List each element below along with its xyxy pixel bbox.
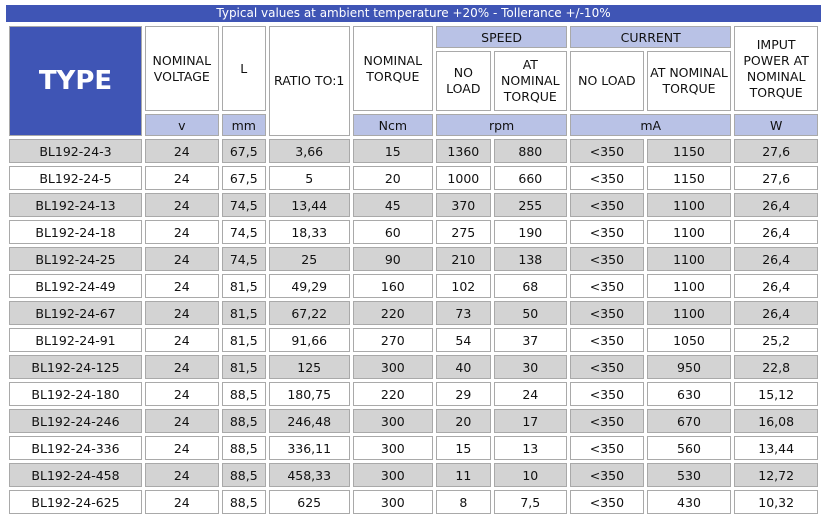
cell-ratio: 25: [269, 247, 350, 271]
cell-torque: 160: [353, 274, 434, 298]
unit-speed: rpm: [436, 114, 567, 136]
cell-voltage: 24: [145, 220, 219, 244]
cell-ratio: 3,66: [269, 139, 350, 163]
cell-length: 88,5: [222, 409, 266, 433]
cell-speed-at-torque: 138: [494, 247, 568, 271]
cell-speed-at-torque: 190: [494, 220, 568, 244]
cell-voltage: 24: [145, 301, 219, 325]
cell-power: 22,8: [734, 355, 818, 379]
cell-power: 16,08: [734, 409, 818, 433]
table-row: [9, 382, 818, 406]
cell-current-at-torque: 1100: [647, 274, 732, 298]
unit-power: W: [734, 114, 818, 136]
cell-ratio: 180,75: [269, 382, 350, 406]
cell-torque: 90: [353, 247, 434, 271]
cell-torque: 20: [353, 166, 434, 190]
cell-type: BL192-24-458: [9, 463, 142, 487]
cell-speed-at-torque: 880: [494, 139, 568, 163]
cell-speed-no-load: 15: [436, 436, 490, 460]
cell-voltage: 24: [145, 139, 219, 163]
cell-type: BL192-24-246: [9, 409, 142, 433]
table-row: [9, 355, 818, 379]
cell-ratio: 18,33: [269, 220, 350, 244]
cell-speed-at-torque: 255: [494, 193, 568, 217]
cell-speed-no-load: 275: [436, 220, 490, 244]
cell-speed-no-load: 73: [436, 301, 490, 325]
cell-type: BL192-24-5: [9, 166, 142, 190]
cell-speed-at-torque: 50: [494, 301, 568, 325]
cell-current-at-torque: 560: [647, 436, 732, 460]
cell-voltage: 24: [145, 436, 219, 460]
cell-power: 15,12: [734, 382, 818, 406]
cell-current-at-torque: 1100: [647, 193, 732, 217]
cell-voltage: 24: [145, 463, 219, 487]
cell-speed-at-torque: 30: [494, 355, 568, 379]
cell-speed-no-load: 370: [436, 193, 490, 217]
cell-current-at-torque: 1050: [647, 328, 732, 352]
cell-speed-no-load: 210: [436, 247, 490, 271]
header-length: L: [222, 26, 266, 111]
cell-current-no-load: <350: [570, 355, 644, 379]
cell-power: 26,4: [734, 193, 818, 217]
table-row: [9, 436, 818, 460]
cell-voltage: 24: [145, 274, 219, 298]
table-caption: Typical values at ambient temperature +20% - Tollerance +/-10%: [6, 5, 821, 22]
motor-spec-table: [6, 23, 821, 517]
table-row: [9, 328, 818, 352]
cell-torque: 300: [353, 490, 434, 514]
table-row: [9, 490, 818, 514]
cell-current-no-load: <350: [570, 274, 644, 298]
table-row: [9, 247, 818, 271]
header-speed-no-load: NO LOAD: [436, 51, 490, 111]
cell-current-at-torque: 670: [647, 409, 732, 433]
header-power: IMPUT POWER AT NOMINAL TORQUE: [734, 26, 818, 111]
header-current-at-torque: AT NOMINAL TORQUE: [647, 51, 732, 111]
cell-current-at-torque: 1100: [647, 301, 732, 325]
cell-ratio: 336,11: [269, 436, 350, 460]
table-row: [9, 301, 818, 325]
cell-torque: 15: [353, 139, 434, 163]
cell-torque: 220: [353, 301, 434, 325]
cell-current-no-load: <350: [570, 382, 644, 406]
cell-speed-no-load: 11: [436, 463, 490, 487]
cell-voltage: 24: [145, 247, 219, 271]
cell-current-no-load: <350: [570, 139, 644, 163]
cell-current-no-load: <350: [570, 220, 644, 244]
cell-length: 88,5: [222, 436, 266, 460]
table-row: [9, 193, 818, 217]
cell-current-at-torque: 430: [647, 490, 732, 514]
cell-voltage: 24: [145, 409, 219, 433]
cell-current-at-torque: 1100: [647, 247, 732, 271]
header-current-no-load: NO LOAD: [570, 51, 644, 111]
header-voltage: NOMINAL VOLTAGE: [145, 26, 219, 111]
cell-current-no-load: <350: [570, 328, 644, 352]
cell-voltage: 24: [145, 166, 219, 190]
cell-type: BL192-24-25: [9, 247, 142, 271]
cell-current-no-load: <350: [570, 436, 644, 460]
cell-voltage: 24: [145, 328, 219, 352]
cell-torque: 220: [353, 382, 434, 406]
cell-speed-at-torque: 7,5: [494, 490, 568, 514]
cell-ratio: 246,48: [269, 409, 350, 433]
cell-current-no-load: <350: [570, 490, 644, 514]
cell-speed-at-torque: 10: [494, 463, 568, 487]
cell-speed-no-load: 1360: [436, 139, 490, 163]
cell-voltage: 24: [145, 490, 219, 514]
table-row: [9, 139, 818, 163]
cell-length: 88,5: [222, 382, 266, 406]
cell-length: 67,5: [222, 166, 266, 190]
cell-length: 67,5: [222, 139, 266, 163]
cell-speed-no-load: 54: [436, 328, 490, 352]
cell-length: 81,5: [222, 274, 266, 298]
unit-torque: Ncm: [353, 114, 434, 136]
cell-power: 25,2: [734, 328, 818, 352]
cell-current-no-load: <350: [570, 301, 644, 325]
cell-speed-at-torque: 660: [494, 166, 568, 190]
cell-ratio: 625: [269, 490, 350, 514]
cell-speed-at-torque: 17: [494, 409, 568, 433]
cell-power: 10,32: [734, 490, 818, 514]
cell-current-no-load: <350: [570, 166, 644, 190]
table-row: [9, 409, 818, 433]
unit-length: mm: [222, 114, 266, 136]
header-type: TYPE: [9, 26, 142, 136]
cell-speed-at-torque: 13: [494, 436, 568, 460]
table-row: [9, 463, 818, 487]
cell-type: BL192-24-3: [9, 139, 142, 163]
cell-current-at-torque: 530: [647, 463, 732, 487]
cell-torque: 300: [353, 436, 434, 460]
cell-current-no-load: <350: [570, 409, 644, 433]
cell-speed-at-torque: 24: [494, 382, 568, 406]
cell-torque: 300: [353, 409, 434, 433]
unit-voltage: v: [145, 114, 219, 136]
header-current-group: CURRENT: [570, 26, 731, 48]
cell-type: BL192-24-336: [9, 436, 142, 460]
cell-length: 81,5: [222, 355, 266, 379]
cell-power: 27,6: [734, 139, 818, 163]
cell-current-no-load: <350: [570, 463, 644, 487]
cell-current-no-load: <350: [570, 247, 644, 271]
table-row: [9, 166, 818, 190]
table-body: [9, 139, 818, 514]
cell-power: 26,4: [734, 247, 818, 271]
cell-length: 74,5: [222, 220, 266, 244]
cell-current-at-torque: 1150: [647, 166, 732, 190]
cell-torque: 60: [353, 220, 434, 244]
cell-length: 81,5: [222, 328, 266, 352]
cell-type: BL192-24-67: [9, 301, 142, 325]
cell-voltage: 24: [145, 355, 219, 379]
header-torque: NOMINAL TORQUE: [353, 26, 434, 111]
cell-voltage: 24: [145, 382, 219, 406]
cell-ratio: 49,29: [269, 274, 350, 298]
header-speed-at-torque: AT NOMINAL TORQUE: [494, 51, 568, 111]
cell-length: 81,5: [222, 301, 266, 325]
cell-type: BL192-24-13: [9, 193, 142, 217]
cell-speed-at-torque: 68: [494, 274, 568, 298]
cell-power: 26,4: [734, 301, 818, 325]
cell-power: 26,4: [734, 274, 818, 298]
cell-speed-no-load: 20: [436, 409, 490, 433]
cell-type: BL192-24-18: [9, 220, 142, 244]
cell-current-at-torque: 950: [647, 355, 732, 379]
cell-ratio: 125: [269, 355, 350, 379]
cell-speed-no-load: 1000: [436, 166, 490, 190]
cell-speed-at-torque: 37: [494, 328, 568, 352]
cell-power: 12,72: [734, 463, 818, 487]
cell-power: 13,44: [734, 436, 818, 460]
cell-current-no-load: <350: [570, 193, 644, 217]
cell-speed-no-load: 8: [436, 490, 490, 514]
table-row: [9, 220, 818, 244]
cell-length: 74,5: [222, 193, 266, 217]
cell-current-at-torque: 1150: [647, 139, 732, 163]
cell-type: BL192-24-180: [9, 382, 142, 406]
cell-type: BL192-24-49: [9, 274, 142, 298]
cell-ratio: 5: [269, 166, 350, 190]
cell-current-at-torque: 630: [647, 382, 732, 406]
cell-speed-no-load: 29: [436, 382, 490, 406]
cell-ratio: 458,33: [269, 463, 350, 487]
cell-speed-no-load: 102: [436, 274, 490, 298]
cell-ratio: 13,44: [269, 193, 350, 217]
cell-length: 88,5: [222, 490, 266, 514]
header-ratio: RATIO TO:1: [269, 26, 350, 136]
cell-voltage: 24: [145, 193, 219, 217]
cell-length: 74,5: [222, 247, 266, 271]
cell-torque: 300: [353, 463, 434, 487]
cell-type: BL192-24-625: [9, 490, 142, 514]
cell-current-at-torque: 1100: [647, 220, 732, 244]
cell-torque: 300: [353, 355, 434, 379]
cell-ratio: 67,22: [269, 301, 350, 325]
header-speed-group: SPEED: [436, 26, 567, 48]
cell-torque: 270: [353, 328, 434, 352]
unit-current: mA: [570, 114, 731, 136]
table-row: [9, 274, 818, 298]
cell-type: BL192-24-125: [9, 355, 142, 379]
cell-ratio: 91,66: [269, 328, 350, 352]
cell-speed-no-load: 40: [436, 355, 490, 379]
cell-torque: 45: [353, 193, 434, 217]
cell-power: 26,4: [734, 220, 818, 244]
cell-power: 27,6: [734, 166, 818, 190]
cell-type: BL192-24-91: [9, 328, 142, 352]
cell-length: 88,5: [222, 463, 266, 487]
